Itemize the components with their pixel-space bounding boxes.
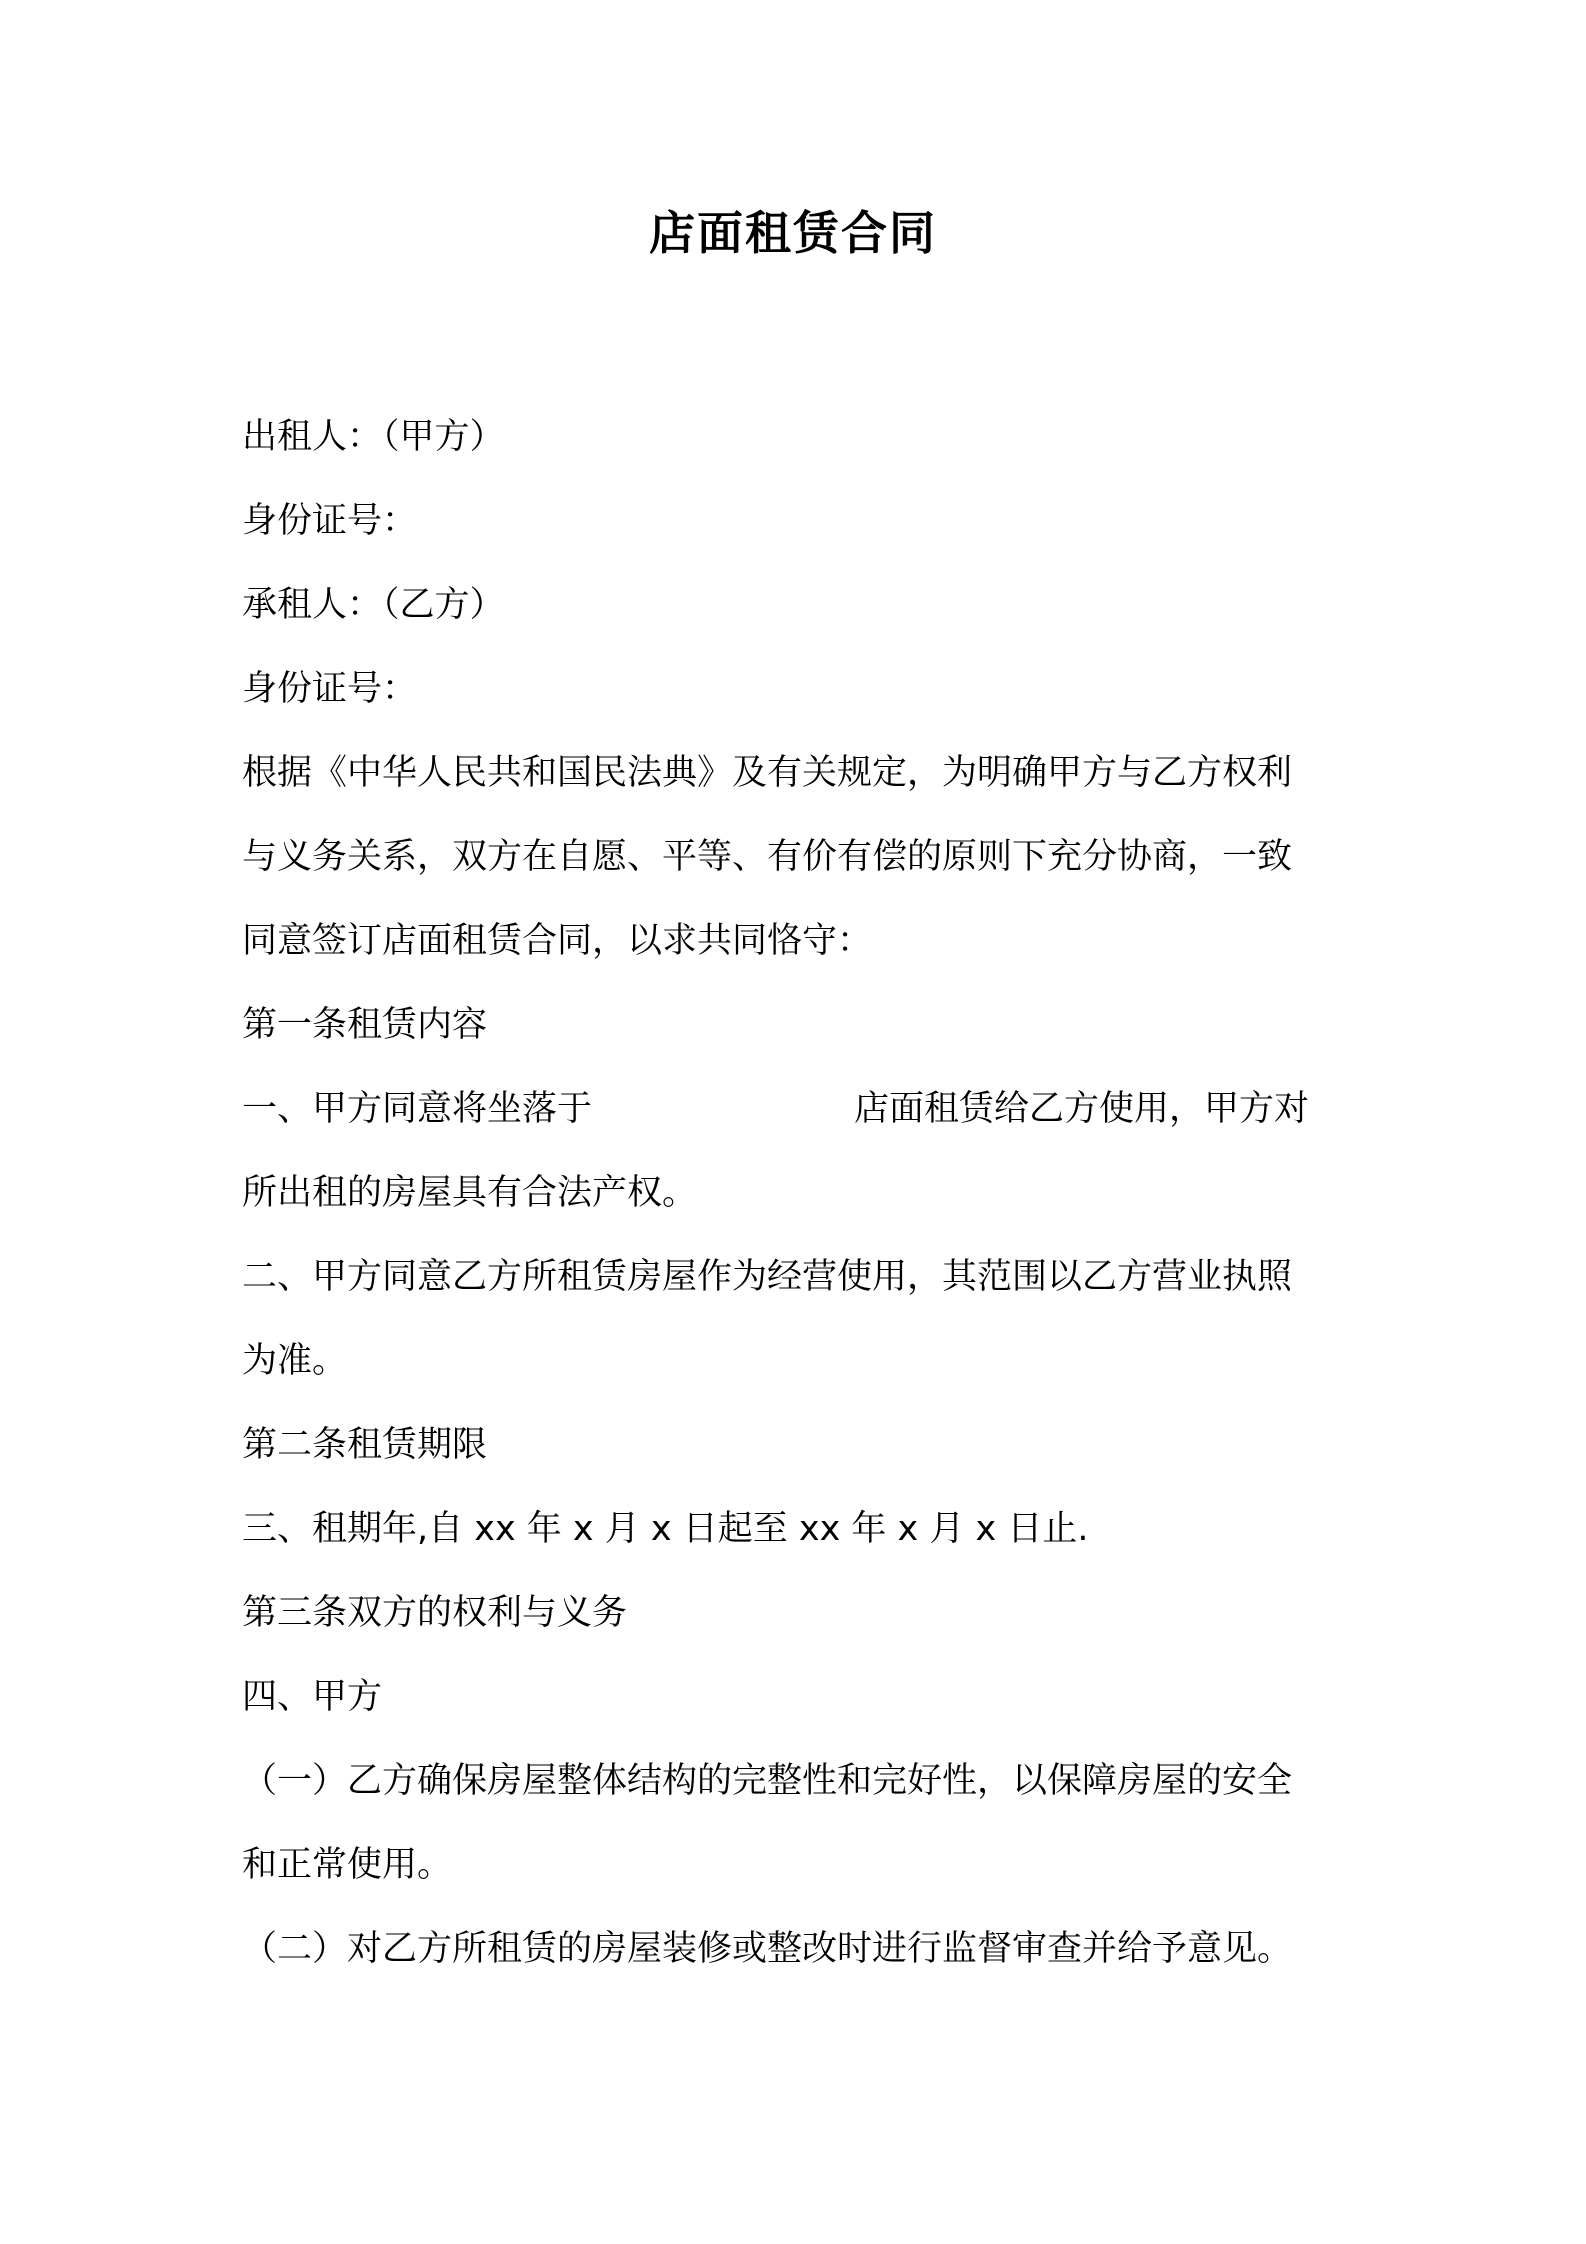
item-1-end: 店面租赁给乙方使用，甲方对 <box>854 1089 1310 1129</box>
item-1-line <box>242 1089 1362 1129</box>
preamble-line: 同意签订店面租赁合同，以求共同恪守： <box>242 921 873 961</box>
item-4-line: 四、甲方 <box>242 1677 383 1717</box>
item-2-line: 二、甲方同意乙方所租赁房屋作为经营使用，其范围以乙方营业执照 <box>242 1257 1293 1297</box>
sub-item-2-line: （二）对乙方所租赁的房屋装修或整改时进行监督审查并给予意见。 <box>242 1929 1293 1969</box>
lessee-id-line: 身份证号： <box>242 669 418 709</box>
document-title: 店面租赁合同 <box>649 206 937 260</box>
item-1-start: 一、甲方同意将坐落于 <box>242 1089 593 1129</box>
lessor-line: 出租人：（甲方） <box>242 417 505 457</box>
article-3-heading: 第三条双方的权利与义务 <box>242 1593 628 1633</box>
preamble-line: 根据《中华人民共和国民法典》及有关规定，为明确甲方与乙方权利 <box>242 753 1293 793</box>
item-1-continuation: 所出租的房屋具有合法产权。 <box>242 1173 698 1213</box>
preamble-line: 与义务关系，双方在自愿、平等、有价有偿的原则下充分协商，一致 <box>242 837 1293 877</box>
article-2-heading: 第二条租赁期限 <box>242 1425 488 1465</box>
lessor-id-line: 身份证号： <box>242 501 418 541</box>
lessee-line: 承租人：（乙方） <box>242 585 505 625</box>
sub-item-1-line: （一）乙方确保房屋整体结构的完整性和完好性，以保障房屋的安全 <box>242 1761 1293 1801</box>
article-1-heading: 第一条租赁内容 <box>242 1005 488 1045</box>
item-3-line: 三、租期年,自 xx 年 x 月 x 日起至 xx 年 x 月 x 日止. <box>242 1509 1089 1549</box>
sub-item-1-line: 和正常使用。 <box>242 1845 453 1885</box>
item-2-line: 为准。 <box>242 1341 348 1381</box>
